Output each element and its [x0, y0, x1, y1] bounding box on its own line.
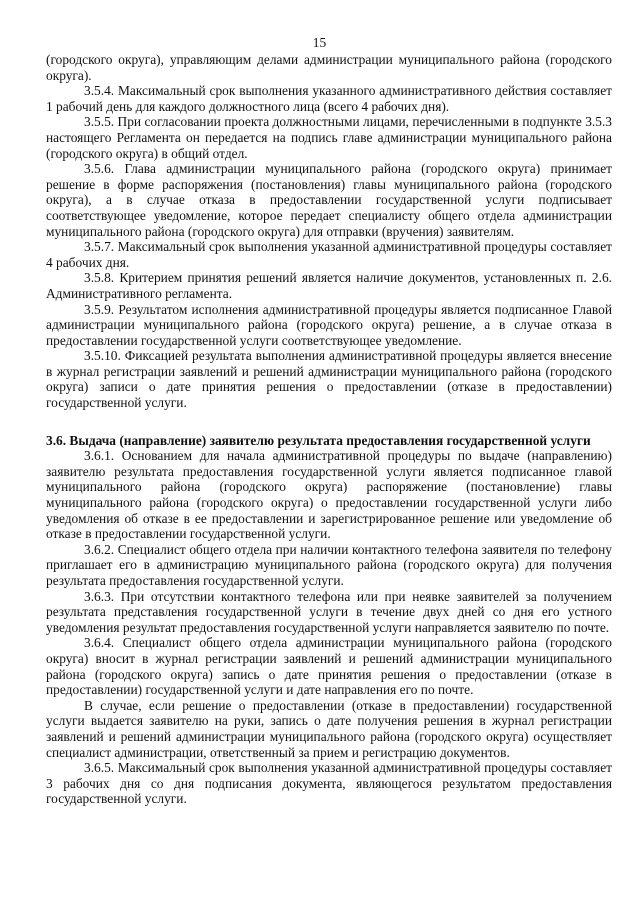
paragraph-3-5-9: 3.5.9. Результатом исполнения административной процедуры является подписанное Главой администрации муниципального района (городского округа) решение, а в случае отказа в предоставлении государственной услуги соответствующее уведомление.	[46, 301, 612, 348]
paragraph-3-5-10: 3.5.10. Фиксацией результата выполнения административной процедуры является внесение в журнал регистрации заявлений и решений администрации муниципального района (городского округа) записи о дате принятия решения о предоставлении (отказе в предоставлении) государственной услуги.	[46, 348, 612, 411]
page-number: 15	[312, 35, 327, 50]
section-heading-3-6: 3.6. Выдача (направление) заявителю результата предоставления государственной услуги	[46, 432, 591, 448]
paragraph-3-5-7: 3.5.7. Максимальный срок выполнения указанной административной процедуры составляет 4 рабочих дня.	[46, 239, 612, 270]
paragraph-3-5-5: 3.5.5. При согласовании проекта должностными лицами, перечисленными в подпункте 3.5.3 настоящего Регламента он передается на подпись главе администрации муниципального района (городского округа) в общий отдел.	[46, 114, 612, 161]
paragraph-3-6-3: 3.6.3. При отсутствии контактного телефона или при неявке заявителей за получением результата представления государственной услуги в течение двух дней со дня его устного уведомления результат предоставления государственной услуги направляется заявителю по почте.	[46, 588, 612, 635]
paragraph-3-6-5: 3.6.5. Максимальный срок выполнения указанной административной процедуры составляет 3 рабочих дня со дня подписания документа, являющегося результатом предоставления государственной услуги.	[46, 760, 612, 807]
paragraph-3-6-1: 3.6.1. Основанием для начала административной процедуры по выдаче (направлению) заявителю результата предоставления государственной услуги является подписанное главой муниципального района (городского округа) распоряжение (постановление) главы муниципального района (городского округа) о предоставлении государственной услуги либо уведомления об отказе в ее предоставлении и зарегистрированное решение или уведомление об отказе в предоставлении государственной услуги.	[46, 448, 612, 542]
paragraph-3-6-4-continued: В случае, если решение о предоставлении (отказе в предоставлении) государственной услуги выдается заявителю на руки, запись о дате получения решения в журнал регистрации заявлений и решений администрации муниципального района (городского округа) осуществляет специалист администрации, ответственный за прием и регистрацию документов.	[46, 697, 612, 760]
paragraph-3-5-8: 3.5.8. Критерием принятия решений является наличие документов, установленных п. 2.6. Административного регламента.	[46, 270, 612, 301]
document-body	[46, 52, 612, 807]
paragraph-3-6-2: 3.6.2. Специалист общего отдела при наличии контактного телефона заявителя по телефону приглашает его в администрацию муниципального района (городского округа) для получения результата предоставления государственной услуги.	[46, 541, 612, 588]
paragraph-3-5-6: 3.5.6. Глава администрации муниципального района (городского округа) принимает решение в форме распоряжения (постановления) главы муниципального района (городского округа), а в случае отказа в предоставлении государственной услуги подписывает соответствующее уведомление, которое передает специалисту общего отдела администрации муниципального района (городского округа) для отправки (вручения) заявителям.	[46, 161, 612, 239]
paragraph-continuation: (городского округа), управляющим делами администрации муниципального района (городского округа).	[46, 52, 612, 83]
paragraph-3-6-4: 3.6.4. Специалист общего отдела администрации муниципального района (городского округа) вносит в журнал регистрации заявлений и решений администрации муниципального района (городского округа) запись о дате принятия решения о предоставлении (отказе в предоставлении) государственной услуги и дате направления его по почте.	[46, 635, 612, 698]
paragraph-3-5-4: 3.5.4. Максимальный срок выполнения указанного административного действия составляет 1 рабочий день для каждого должностного лица (всего 4 рабочих дня).	[46, 83, 612, 114]
